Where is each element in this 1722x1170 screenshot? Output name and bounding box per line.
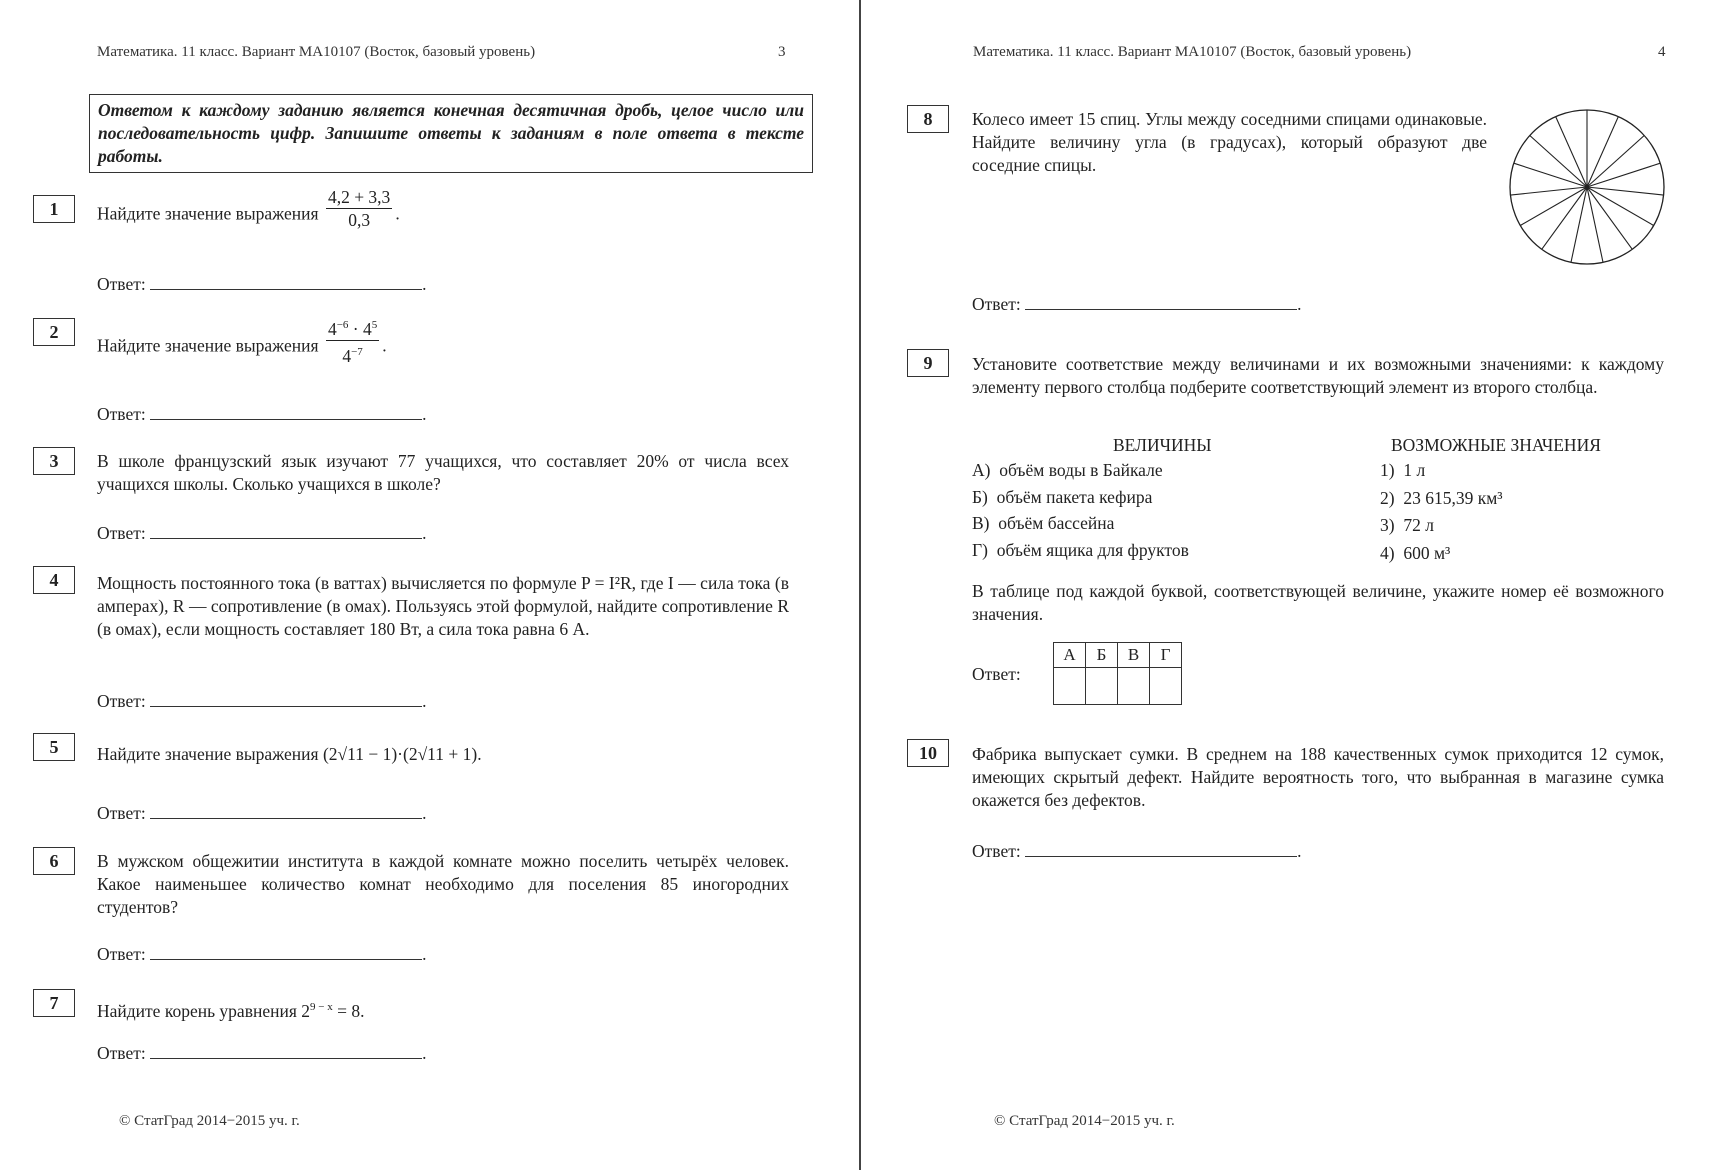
answer-cell[interactable] bbox=[1054, 668, 1086, 705]
task-4-answer: Ответ: . bbox=[97, 691, 427, 711]
task-3-answer: Ответ: . bbox=[97, 523, 427, 543]
task-2-prompt: Найдите значение выражения bbox=[97, 335, 319, 356]
value-item bbox=[1380, 460, 1425, 481]
table-header-cell: В bbox=[1118, 643, 1150, 668]
answer-cell[interactable] bbox=[1086, 668, 1118, 705]
task-5-text: Найдите значение выражения (2√11 − 1)·(2√11 + 1). bbox=[97, 744, 482, 764]
exponent: 5 bbox=[371, 319, 378, 331]
page-header: Математика. 11 класс. Вариант МА10107 (Восток, базовый уровень) bbox=[973, 44, 1412, 60]
task-10-text: Фабрика выпускает сумки. В среднем на 188 качественных сумок приходится 12 сумок, имеющих скрытый дефект. Найдите вероятность того, что выбранная в магазине сумка окажется без дефектов. bbox=[972, 744, 1664, 810]
answer-label: Ответ: bbox=[97, 274, 146, 294]
wheel-spoke bbox=[1556, 117, 1587, 187]
value-text: 72 л bbox=[1403, 515, 1434, 535]
item-label: В) bbox=[972, 513, 990, 533]
multiply-dot: · bbox=[352, 318, 359, 339]
column-header-values: ВОЗМОЖНЫЕ ЗНАЧЕНИЯ bbox=[1391, 435, 1601, 455]
answer-field[interactable] bbox=[1025, 839, 1297, 857]
base: 4 bbox=[362, 318, 372, 339]
task-4-text: Мощность постоянного тока (в ваттах) вычисляется по формуле P = I²R, где I — сила тока (в амперах), R — сопротивление (в омах). Пользуясь этой формулой, найдите сопротивление R (в омах), если мощность составляет 180 Вт, а сила тока равна 6 А. bbox=[97, 573, 789, 639]
equation-rhs: = 8. bbox=[337, 1000, 365, 1021]
item-label: Г) bbox=[972, 540, 988, 560]
task-6-answer: Ответ: . bbox=[97, 944, 427, 964]
base: 4 bbox=[327, 318, 337, 339]
quantity-item bbox=[972, 460, 1163, 481]
item-text: объём ящика для фруктов bbox=[996, 540, 1189, 560]
instruction-box: Ответом к каждому заданию является конечная десятичная дробь, целое число или последовательность цифр. Запишите ответы к заданиям в поле ответа в тексте работы. bbox=[89, 94, 813, 173]
answer-field[interactable] bbox=[150, 402, 422, 420]
answer-label: Ответ: bbox=[972, 294, 1021, 314]
task-9-text: Установите соответствие между величинами и их возможными значениями: к каждому элементу первого столбца подберите соответствующий элемент из второго столбца. bbox=[972, 354, 1664, 397]
task-number: 10 bbox=[907, 739, 949, 767]
answer-label: Ответ: bbox=[972, 664, 1021, 684]
task-number: 6 bbox=[33, 847, 75, 875]
table-header-cell: Б bbox=[1086, 643, 1118, 668]
task-2-answer: Ответ: . bbox=[97, 404, 427, 424]
task-1-fraction bbox=[326, 186, 392, 231]
page-number: 3 bbox=[778, 44, 786, 60]
wheel-spoke bbox=[1514, 163, 1587, 187]
item-text: объём бассейна bbox=[998, 513, 1115, 533]
quantity-item bbox=[972, 487, 1152, 508]
task-2-fraction bbox=[326, 314, 379, 367]
answer-label: Ответ: bbox=[97, 404, 146, 424]
answer-field[interactable] bbox=[150, 272, 422, 290]
wheel-spokes bbox=[1510, 110, 1663, 262]
wheel-spoke bbox=[1530, 135, 1587, 187]
answer-label: Ответ: bbox=[97, 944, 146, 964]
task-number: 4 bbox=[33, 566, 75, 594]
table-header-cell: А bbox=[1054, 643, 1086, 668]
value-label: 1) bbox=[1380, 460, 1395, 480]
task-number: 1 bbox=[33, 195, 75, 223]
value-label: 3) bbox=[1380, 515, 1395, 535]
value-label: 2) bbox=[1380, 488, 1395, 508]
fraction-numerator bbox=[326, 314, 379, 341]
task-8-answer: Ответ: . bbox=[972, 294, 1302, 314]
value-text: 23 615,39 км³ bbox=[1403, 488, 1503, 508]
base: 2 bbox=[301, 1000, 310, 1021]
column-header-quantities: ВЕЛИЧИНЫ bbox=[1113, 435, 1212, 455]
quantity-item bbox=[972, 513, 1114, 534]
task-number: 8 bbox=[907, 105, 949, 133]
task-1-text: Найдите значение выражения $\frac{4,2 + 3,3}{0,3}$ . bbox=[97, 187, 400, 230]
item-label: А) bbox=[972, 460, 991, 480]
answer-table bbox=[1053, 642, 1182, 705]
answer-field[interactable] bbox=[150, 521, 422, 539]
wheel-spoke bbox=[1587, 135, 1644, 187]
answer-cell[interactable] bbox=[1150, 668, 1182, 705]
exponent: −6 bbox=[336, 319, 349, 331]
answer-label: Ответ: bbox=[97, 803, 146, 823]
exponent: −7 bbox=[351, 345, 363, 358]
answer-field[interactable] bbox=[150, 942, 422, 960]
answer-label: Ответ: bbox=[97, 1043, 146, 1063]
answer-cell[interactable] bbox=[1118, 668, 1150, 705]
answer-field[interactable] bbox=[150, 689, 422, 707]
task-number: 3 bbox=[33, 447, 75, 475]
answer-field[interactable] bbox=[150, 1041, 422, 1059]
left-page bbox=[0, 0, 860, 1170]
wheel-spoke bbox=[1587, 163, 1660, 187]
answer-label: Ответ: bbox=[97, 691, 146, 711]
task-7-prompt: Найдите корень уравнения bbox=[97, 1000, 297, 1021]
base: 4 bbox=[342, 345, 352, 366]
item-label: Б) bbox=[972, 487, 988, 507]
task-8-text: Колесо имеет 15 спиц. Углы между соседними спицами одинаковые. Найдите величину угла (в градусах), который образуют две соседние спицы. bbox=[972, 109, 1487, 175]
item-text: объём пакета кефира bbox=[996, 487, 1153, 507]
task-number: 5 bbox=[33, 733, 75, 761]
table-header-cell: Г bbox=[1150, 643, 1182, 668]
task-1-prompt: Найдите значение выражения bbox=[97, 203, 319, 224]
task-1-answer: Ответ: . bbox=[97, 274, 427, 294]
value-item bbox=[1380, 488, 1503, 509]
footer: © СтатГрад 2014−2015 уч. г. bbox=[119, 1113, 300, 1129]
quantity-item bbox=[972, 540, 1189, 561]
task-5-expression: (2√11 − 1)·(2√11 + 1) bbox=[322, 744, 478, 764]
page-header: Математика. 11 класс. Вариант МА10107 (Восток, базовый уровень) bbox=[97, 44, 536, 60]
task-6-text: В мужском общежитии института в каждой комнате можно поселить четырёх человек. Какое наименьшее количество комнат необходимо для поселения 85 иногородних студентов? bbox=[97, 851, 789, 917]
value-item bbox=[1380, 543, 1450, 564]
task-7-text bbox=[97, 996, 797, 1023]
fraction-numerator: 4,2 + 3,3 bbox=[327, 187, 391, 207]
value-label: 4) bbox=[1380, 543, 1395, 563]
fraction-denominator: 0,3 bbox=[348, 210, 371, 230]
answer-field[interactable] bbox=[150, 801, 422, 819]
value-text: 1 л bbox=[1403, 460, 1426, 480]
item-text: объём воды в Байкале bbox=[999, 460, 1163, 480]
task-number: 9 bbox=[907, 349, 949, 377]
fraction-denominator bbox=[326, 341, 379, 367]
task-5-prompt: Найдите значение выражения bbox=[97, 744, 319, 764]
task-number: 7 bbox=[33, 989, 75, 1017]
exponent: 9 − x bbox=[310, 1001, 333, 1013]
footer: © СтатГрад 2014−2015 уч. г. bbox=[994, 1113, 1175, 1129]
answer-label: Ответ: bbox=[97, 523, 146, 543]
task-number: 2 bbox=[33, 318, 75, 346]
task-10-answer: Ответ: . bbox=[972, 841, 1302, 861]
answer-label: Ответ: bbox=[972, 841, 1021, 861]
task-9-table-instruction: В таблице под каждой буквой, соответствующей величине, укажите номер её возможного значения. bbox=[972, 581, 1664, 624]
wheel-figure bbox=[1507, 107, 1667, 267]
answer-field[interactable] bbox=[1025, 292, 1297, 310]
task-7-answer: Ответ: . bbox=[97, 1043, 427, 1063]
wheel-spoke bbox=[1587, 117, 1618, 187]
task-5-answer: Ответ: . bbox=[97, 803, 427, 823]
page-number: 4 bbox=[1658, 44, 1666, 60]
right-page bbox=[862, 0, 1722, 1170]
task-3-text: В школе французский язык изучают 77 учащихся, что составляет 20% от числа всех учащихся школы. Сколько учащихся в школе? bbox=[97, 451, 789, 494]
value-item bbox=[1380, 515, 1434, 536]
value-text: 600 м³ bbox=[1403, 543, 1451, 563]
task-2-text: Найдите значение выражения $\frac{4^{-6} \cdot 4^5}{4^{-7}}$ . bbox=[97, 328, 797, 367]
